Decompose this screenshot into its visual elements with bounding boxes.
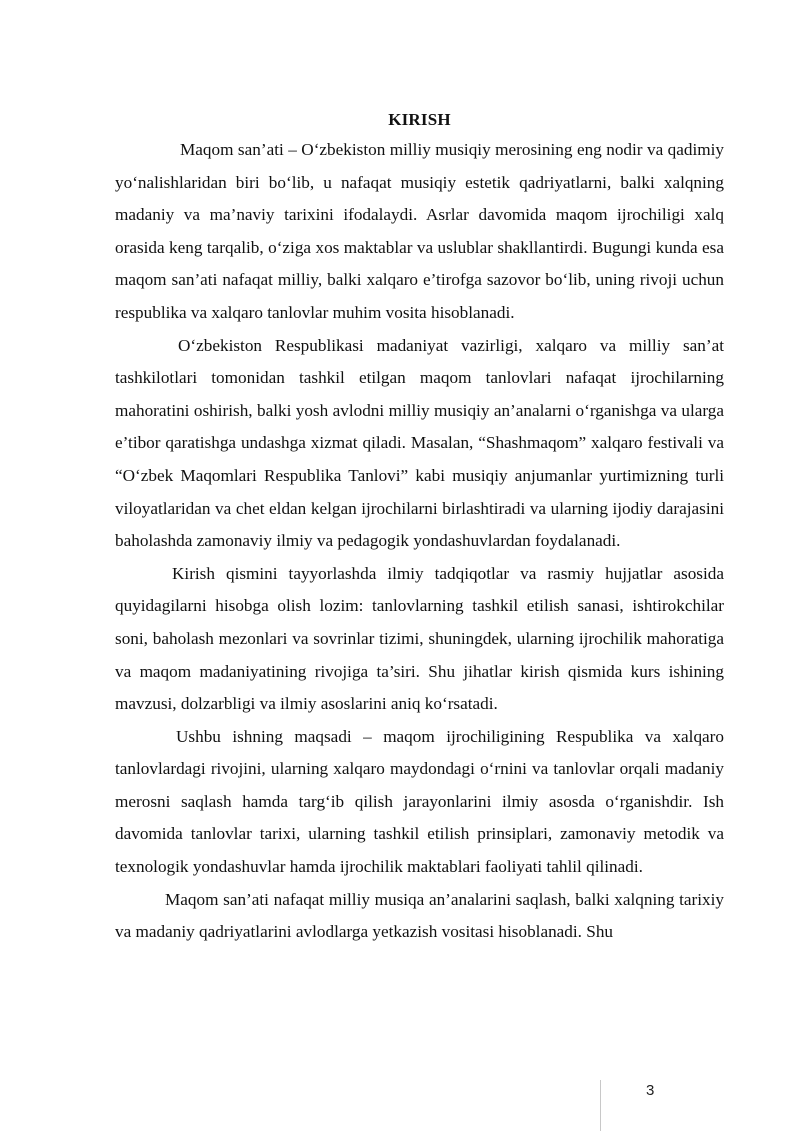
section-title: KIRISH [388, 110, 451, 129]
paragraph-5: Maqom san’ati nafaqat milliy musiqa an’analarini saqlash, balki xalqning tarixiy va madaniy qadriyatlarini avlodlarga yetkazish vositasi hisoblanadi. Shu [115, 889, 724, 942]
document-body [115, 108, 724, 949]
page-number: 3 [646, 1082, 655, 1099]
paragraph-4: Ushbu ishning maqsadi – maqom ijrochiligining Respublika va xalqaro tanlovlardagi rivojini, ularning xalqaro maydondagi o‘rnini va tanlovlar orqali madaniy merosni saqlash hamda targ‘ib qilish jarayonlarini ilmiy asosda o‘rganishdir. Ish davomida tanlovlar tarixi, ularning tashkil etilish prinsiplari, zamonaviy metodik va texnologik yondashuvlar hamda ijrochilik maktablari faoliyati tahlil qilinadi. [115, 726, 724, 877]
paragraph-2: O‘zbekiston Respublikasi madaniyat vazirligi, xalqaro va milliy san’at tashkilotlari tomonidan tashkil etilgan maqom tanlovlari nafaqat ijrochilarning mahoratini oshirish, balki yosh avlodni milliy musiqiy an’analarni o‘rganishga va ularga e’tibor qaratishga undashga xizmat qiladi. Masalan, “Shashmaqom” xalqaro festivali va “O‘zbek Maqomlari Respublika Tanlovi” kabi musiqiy anjumanlar yurtimizning turli viloyatlaridan va chet eldan kelgan ijrochilarni birlashtiradi va ularning ijodiy darajasini baholashda zamonaviy ilmiy va pedagogik yondashuvlardan foydalanadi. [115, 335, 724, 551]
footer-divider [600, 1080, 601, 1131]
paragraph-1: Maqom san’ati – O‘zbekiston milliy musiqiy merosining eng nodir va qadimiy yo‘nalishlaridan biri bo‘lib, u nafaqat musiqiy estetik qadriyatlarni, balki xalqning madaniy va ma’naviy tarixini ifodalaydi. Asrlar davomida maqom ijrochiligi xalq orasida keng tarqalib, o‘ziga xos maktablar va uslublar shakllantirdi. Bugungi kunda esa maqom san’ati nafaqat milliy, balki xalqaro e’tirofga sazovor bo‘lib, uning rivoji uchun respublika va xalqaro tanlovlar muhim vosita hisoblanadi. [115, 140, 724, 322]
paragraph-3: Kirish qismini tayyorlashda ilmiy tadqiqotlar va rasmiy hujjatlar asosida quyidagilarni hisobga olish lozim: tanlovlarning tashkil etilish sanasi, ishtirokchilar soni, baholash mezonlari va sovrinlar tizimi, shuningdek, ularning ijrochilik mahoratiga va maqom madaniyatining rivojiga ta’siri. Shu jihatlar kirish qismida kurs ishining mavzusi, dolzarbligi va ilmiy asoslarini aniq ko‘rsatadi. [115, 563, 724, 714]
